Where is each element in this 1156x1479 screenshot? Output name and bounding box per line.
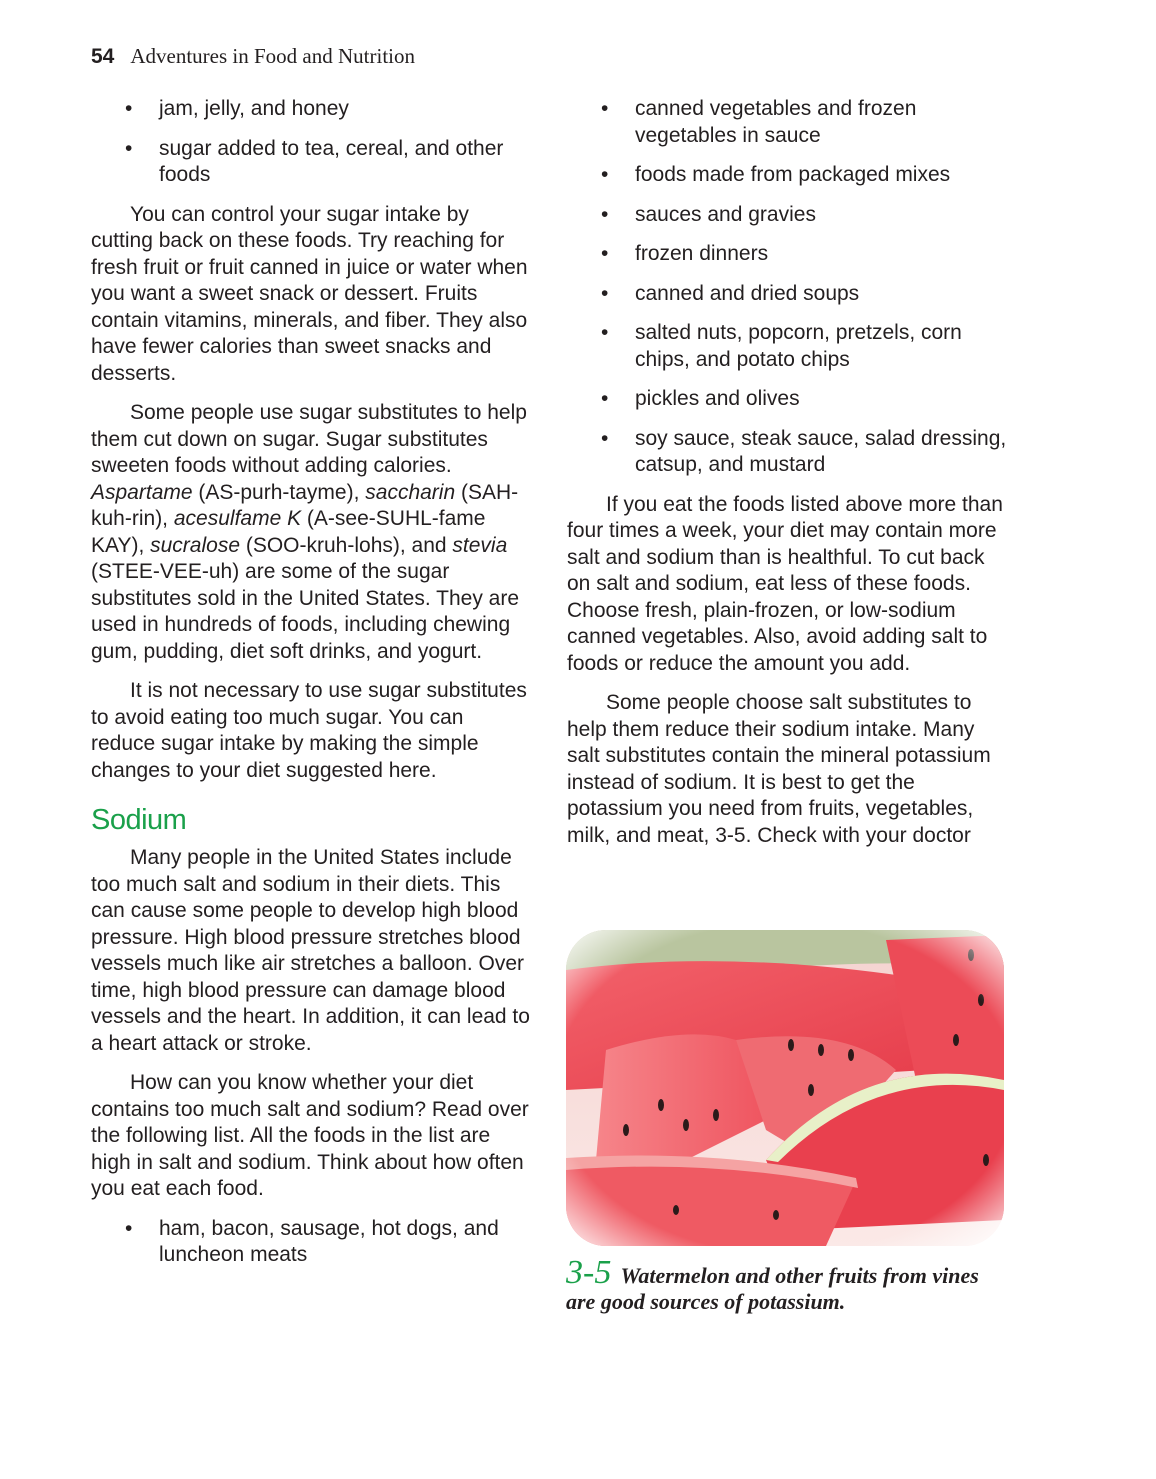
bullet-icon: • bbox=[601, 202, 609, 226]
term: Aspartame bbox=[91, 480, 193, 504]
bullet-icon: • bbox=[601, 242, 609, 265]
right-column bbox=[567, 96, 1007, 862]
list-item: • jam, jelly, and honey bbox=[91, 96, 531, 123]
list-item: • frozen dinners bbox=[567, 241, 1007, 268]
watermelon-illustration bbox=[566, 930, 1004, 1246]
page-number: 54 bbox=[91, 45, 115, 68]
bullet-icon: • bbox=[125, 97, 133, 120]
paragraph: If you eat the foods listed above more than four times a week, your diet may contain more salt and sodium than is healthful. To cut back on salt and sodium, eat less of these foods. Choose fresh, plain-frozen, or low-sodium canned vegetables. Also, avoid adding salt to foods or reduce the amount you add. bbox=[567, 492, 1003, 675]
paragraph: It is not necessary to use sugar substitutes to avoid eating too much sugar. You can reduce sugar intake by making the simple changes to your diet suggested here. bbox=[91, 679, 527, 782]
sodium-foods-list-continued bbox=[567, 96, 1007, 479]
book-title: Adventures in Food and Nutrition bbox=[130, 44, 415, 68]
list-item: • ham, bacon, sausage, hot dogs, and luncheon meats bbox=[125, 1216, 499, 1266]
bullet-icon: • bbox=[601, 163, 609, 186]
section-heading: Sodium bbox=[91, 804, 187, 836]
list-item: • salted nuts, popcorn, pretzels, corn chips, and potato chips bbox=[601, 321, 962, 371]
term: saccharin bbox=[365, 480, 456, 504]
sugar-foods-list bbox=[91, 96, 531, 189]
paragraph: Some people choose salt substitutes to help them reduce their sodium intake. Many salt substitutes contain the mineral potassium instead of sodium. It is best to get the potassium you need from fruits, vegetables, milk, and meat, 3-5. Check with your doctor bbox=[567, 691, 991, 847]
list-item: • sauces and gravies bbox=[567, 202, 1007, 229]
paragraph: Many people in the United States include too much salt and sodium in their diets. This can cause some people to develop high blood pressure. High blood pressure stretches blood vessels much like air stretches a balloon. Over time, high blood pressure can damage blood vessels and the heart. In addition, it can lead to a heart attack or stroke. bbox=[91, 846, 530, 1055]
caption-text: Watermelon and other fruits from vines are good sources of potassium. bbox=[566, 1263, 979, 1314]
paragraph: You can control your sugar intake by cutting back on these foods. Try reaching for fresh fruit or fruit canned in juice or water when you want a sweet snack or dessert. Fruits contain vitamins, minerals, and fiber. They also have fewer calories than sweet snacks and desserts. bbox=[91, 202, 528, 385]
bullet-icon: • bbox=[125, 1216, 133, 1240]
list-item: • pickles and olives bbox=[567, 386, 1007, 413]
left-column bbox=[91, 96, 531, 1282]
list-item: • sugar added to tea, cereal, and other foods bbox=[125, 136, 504, 186]
bullet-icon: • bbox=[601, 387, 609, 410]
sodium-foods-list bbox=[91, 1216, 531, 1269]
figure-caption bbox=[566, 1254, 1006, 1315]
bullet-icon: • bbox=[601, 321, 609, 344]
paragraph-sugar-substitutes: Some people use sugar substitutes to help them cut down on sugar. Sugar substitutes sweeten foods without adding calories. Aspartame (AS-purh-tayme), saccharin (SAH-kuh-rin), acesulfame K (A-see-SUHL-fame KAY), sucralose (SOO-kruh-lohs), and stevia (STEE-VEE-uh) are some of the sugar substitutes sold in the United States. They are used in hundreds of foods, including chewing gum, pudding, diet soft drinks, and yogurt. bbox=[91, 401, 527, 663]
list-item: • canned and dried soups bbox=[567, 281, 1007, 308]
bullet-icon: • bbox=[601, 281, 609, 305]
paragraph: How can you know whether your diet contains too much salt and sodium? Read over the following list. All the foods in the list are high in salt and sodium. Think about how often you eat each food. bbox=[91, 1071, 529, 1200]
list-item: • canned vegetables and frozen vegetables in sauce bbox=[601, 97, 917, 147]
bullet-icon: • bbox=[601, 426, 609, 450]
list-item: • soy sauce, steak sauce, salad dressing, catsup, and mustard bbox=[601, 426, 1007, 476]
term: stevia bbox=[452, 533, 508, 557]
term: acesulfame K bbox=[173, 507, 302, 530]
term: sucralose bbox=[150, 533, 241, 557]
running-header bbox=[91, 44, 415, 80]
list-item: • foods made from packaged mixes bbox=[567, 162, 1007, 189]
watermelon-photo bbox=[566, 930, 1004, 1246]
bullet-icon: • bbox=[601, 97, 609, 120]
figure-number: 3-5 bbox=[566, 1254, 612, 1291]
bullet-icon: • bbox=[125, 136, 133, 160]
